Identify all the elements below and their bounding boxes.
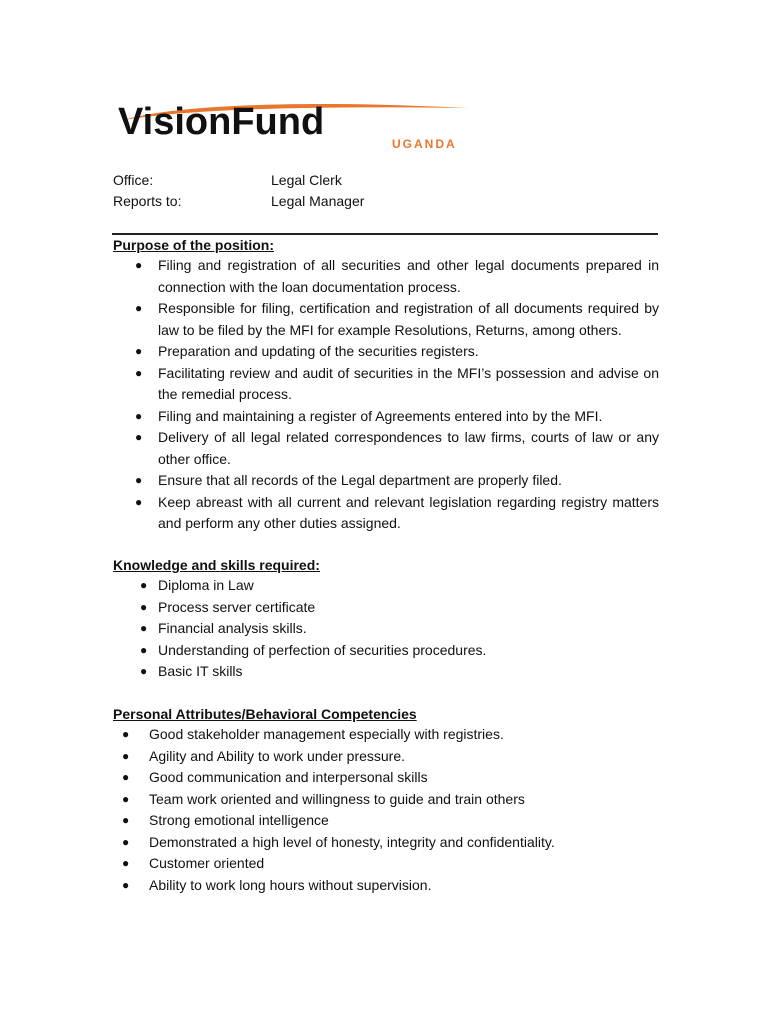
list-item xyxy=(113,597,659,619)
list-item xyxy=(113,640,659,662)
purpose-section xyxy=(113,235,659,535)
position-meta xyxy=(113,170,364,212)
bullet-icon: ● xyxy=(122,748,130,763)
list-item xyxy=(113,575,659,597)
list-item xyxy=(113,875,659,897)
list-item-text: Demonstrated a high level of honesty, integrity and confidentiality. xyxy=(149,833,555,850)
attributes-section xyxy=(113,704,659,896)
list-item-text: Agility and Ability to work under pressure. xyxy=(149,747,406,764)
visionfund-logo xyxy=(116,98,476,152)
list-item xyxy=(113,470,659,492)
list-item-text: Understanding of perfection of securities procedures. xyxy=(158,641,487,658)
list-item-text: Diploma in Law xyxy=(158,577,254,593)
list-item-text: Basic IT skills xyxy=(158,663,243,679)
bullet-icon: ● xyxy=(135,258,143,272)
bullet-icon: ● xyxy=(122,856,130,870)
list-item xyxy=(113,406,659,428)
list-item-text: Keep abreast with all current and relevant legislation regarding registry matters and perform any other duties assigned. xyxy=(158,493,659,531)
list-item xyxy=(113,810,659,832)
bullet-icon: ● xyxy=(140,599,148,614)
list-item-text: Team work oriented and willingness to guide and train others xyxy=(149,790,525,807)
bullet-icon: ● xyxy=(135,344,143,358)
list-item xyxy=(113,746,659,768)
reports-label: Reports to: xyxy=(113,193,182,209)
bullet-icon: ● xyxy=(122,834,130,849)
list-item xyxy=(113,298,659,341)
list-item-text: Customer oriented xyxy=(149,855,265,871)
list-item xyxy=(113,341,659,363)
bullet-icon: ● xyxy=(135,494,143,509)
bullet-icon: ● xyxy=(140,664,148,678)
list-item xyxy=(113,832,659,854)
logo-country-text: UGANDA xyxy=(392,137,457,151)
bullet-icon: ● xyxy=(140,642,148,657)
bullet-icon: ● xyxy=(122,727,130,741)
list-item xyxy=(113,427,659,470)
visionfund-logo-graphic xyxy=(116,98,476,152)
bullet-icon: ● xyxy=(135,301,143,315)
list-item-text: Delivery of all legal related correspondences to law firms, courts of law or any other office. xyxy=(158,429,659,467)
list-item xyxy=(113,853,659,875)
bullet-icon: ● xyxy=(135,430,143,444)
list-item xyxy=(113,767,659,789)
list-item-text: Financial analysis skills. xyxy=(158,620,307,636)
list-item-text: Responsible for filing, certification and registration of all documents required by law to be filed by the MFI for example Resolutions, Returns, among others. xyxy=(158,300,659,338)
list-item xyxy=(113,255,659,298)
list-item xyxy=(113,789,659,811)
knowledge-heading: Knowledge and skills required: xyxy=(113,557,320,573)
bullet-icon: ● xyxy=(122,770,130,784)
bullet-icon: ● xyxy=(122,877,130,892)
list-item-text: Strong emotional intelligence xyxy=(149,812,329,828)
list-item-text: Preparation and updating of the securities registers. xyxy=(158,343,479,359)
list-item-text: Ensure that all records of the Legal department are properly filed. xyxy=(158,472,562,488)
reports-row xyxy=(113,191,364,212)
purpose-heading: Purpose of the position: xyxy=(113,237,274,253)
list-item xyxy=(113,363,659,406)
list-item-text: Good stakeholder management especially with registries. xyxy=(149,726,504,742)
list-item xyxy=(113,492,659,535)
attributes-heading: Personal Attributes/Behavioral Competencies xyxy=(113,706,417,722)
office-label: Office: xyxy=(113,172,154,188)
office-value: Legal Clerk xyxy=(271,172,342,188)
office-row xyxy=(113,170,364,191)
bullet-icon: ● xyxy=(122,813,130,827)
list-item xyxy=(113,618,659,640)
list-item xyxy=(113,724,659,746)
list-item-text: Process server certificate xyxy=(158,598,316,615)
bullet-icon: ● xyxy=(122,791,130,806)
logo-brand-text: VisionFund xyxy=(118,101,325,143)
list-item-text: Ability to work long hours without supervision. xyxy=(149,876,432,893)
purpose-list xyxy=(113,255,659,535)
bullet-icon: ● xyxy=(140,621,148,635)
bullet-icon: ● xyxy=(135,365,143,380)
bullet-icon: ● xyxy=(135,473,143,487)
list-item-text: Facilitating review and audit of securities in the MFI’s possession and advise on the remedial process. xyxy=(158,364,659,402)
knowledge-list xyxy=(113,575,659,683)
bullet-icon: ● xyxy=(135,408,143,423)
reports-value: Legal Manager xyxy=(271,193,365,209)
knowledge-section xyxy=(113,555,659,683)
list-item-text: Filing and maintaining a register of Agreements entered into by the MFI. xyxy=(158,407,603,424)
list-item-text: Filing and registration of all securities and other legal documents prepared in connection with the loan documentation process. xyxy=(158,257,659,295)
attributes-list xyxy=(113,724,659,896)
list-item-text: Good communication and interpersonal skills xyxy=(149,769,428,785)
list-item xyxy=(113,661,659,683)
bullet-icon: ● xyxy=(140,578,148,592)
